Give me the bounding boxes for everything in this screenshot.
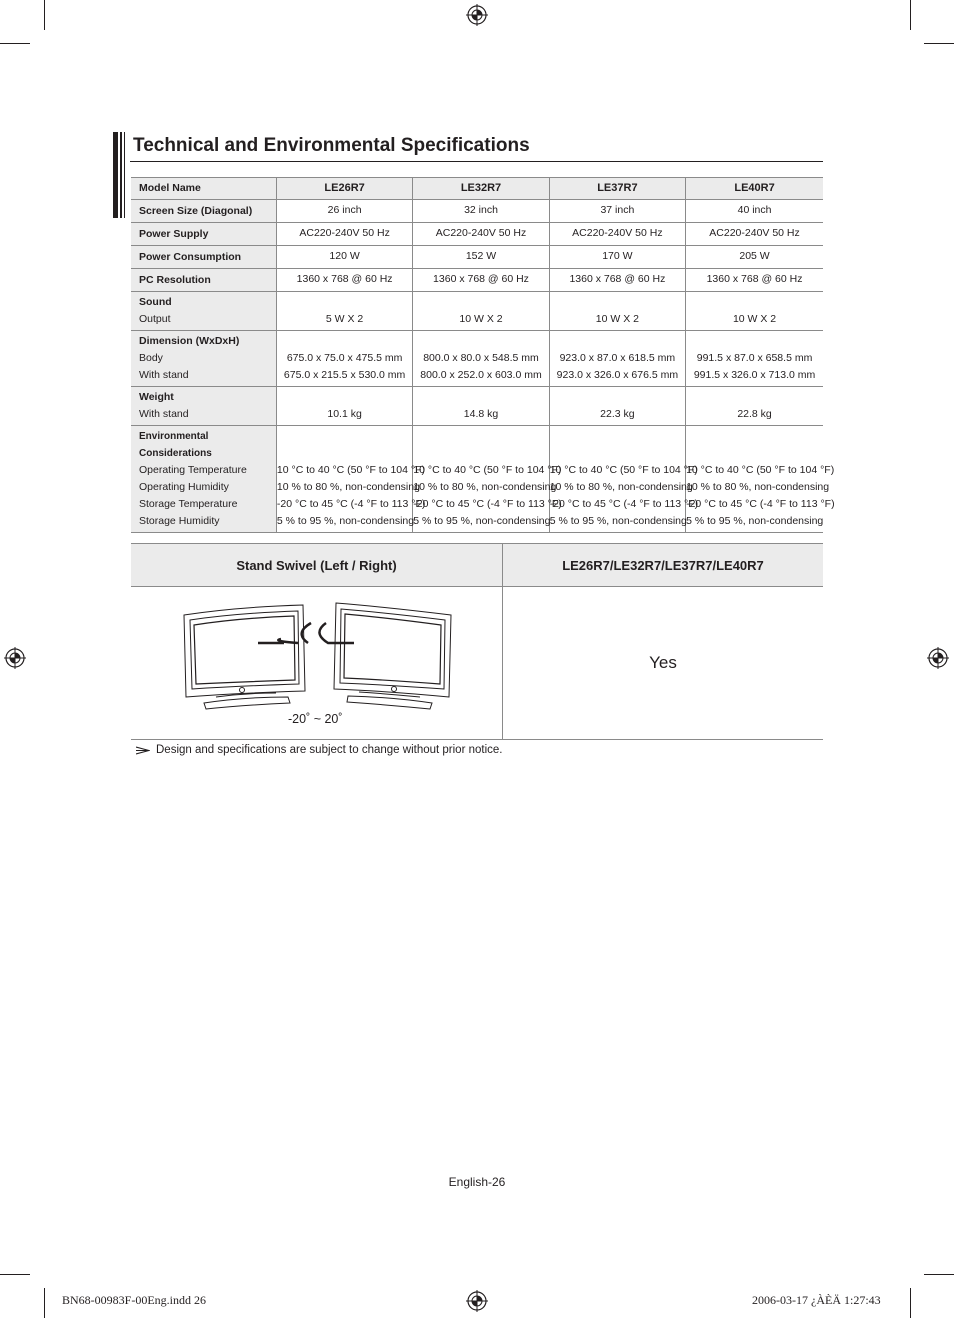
swivel-value: Yes <box>649 653 677 672</box>
slug-file: BN68-00983F-00Eng.indd 26 <box>62 1293 206 1307</box>
slug-timestamp: 2006-03-17 ¿ÀÈÄ 1:27:43 <box>752 1293 881 1307</box>
cell-value: -20 °C to 45 °C (-4 °F to 113 °F) <box>549 498 699 510</box>
value-cell <box>276 387 412 426</box>
value-cell <box>549 387 685 426</box>
value-cell <box>686 426 835 533</box>
crop-mark <box>924 1274 954 1275</box>
swivel-header-right: LE26R7/LE32R7/LE37R7/LE40R7 <box>503 544 823 587</box>
crop-mark <box>44 1288 45 1318</box>
cell-value: 205 W <box>739 249 770 262</box>
cell-value: 37 inch <box>600 203 635 216</box>
row-label: Operating Temperature <box>139 464 247 476</box>
value-cell <box>549 269 685 292</box>
cell-value: 14.8 kg <box>463 408 499 420</box>
crop-mark <box>910 0 911 30</box>
cell-value: 800.0 x 80.0 x 548.5 mm <box>423 352 539 364</box>
swivel-illustration-cell <box>131 587 503 739</box>
row-label: Screen Size (Diagonal) <box>139 204 253 217</box>
table-row <box>131 387 823 426</box>
cell-value: 10 °C to 40 °C (50 °F to 104 °F) <box>276 464 426 476</box>
row-label: Power Consumption <box>139 250 242 263</box>
value-cell <box>276 223 412 246</box>
row-label-cell <box>131 426 276 533</box>
row-label: Output <box>139 313 171 325</box>
cell-value: 923.0 x 87.0 x 618.5 mm <box>559 352 676 364</box>
value-cell <box>549 331 685 387</box>
value-cell <box>686 387 823 426</box>
row-label-cell <box>131 246 276 269</box>
row-label: Sound <box>139 296 172 308</box>
value-cell <box>686 200 823 223</box>
table-row <box>131 269 823 292</box>
cell-value: 1360 x 768 @ 60 Hz <box>296 272 393 285</box>
cell-value: 22.3 kg <box>600 408 635 420</box>
cell-value: 675.0 x 215.5 x 530.0 mm <box>283 369 406 381</box>
header-model: LE26R7 <box>276 178 412 200</box>
spec-header-row <box>131 178 823 200</box>
cell-value: 10 % to 80 %, non-condensing <box>276 481 420 493</box>
value-cell <box>549 292 685 331</box>
value-cell <box>413 292 549 331</box>
value-cell <box>549 246 685 269</box>
cell-value: 10 °C to 40 °C (50 °F to 104 °F) <box>413 464 562 476</box>
value-cell <box>413 426 562 533</box>
spec-table <box>131 177 835 533</box>
crop-mark <box>0 1274 30 1275</box>
cell-value: 5 % to 95 %, non-condensing <box>549 515 687 527</box>
crop-mark <box>0 43 30 44</box>
cell-value: 800.0 x 252.0 x 603.0 mm <box>420 369 542 381</box>
table-row <box>131 200 823 223</box>
cell-value: 923.0 x 326.0 x 676.5 mm <box>556 369 679 381</box>
value-cell <box>413 331 549 387</box>
registration-mark-icon <box>466 1290 488 1312</box>
value-cell <box>276 331 412 387</box>
cell-value: 5 W X 2 <box>325 313 364 325</box>
row-label-cell <box>131 223 276 246</box>
row-label-cell <box>131 269 276 292</box>
value-cell <box>413 387 549 426</box>
cell-value: 152 W <box>465 249 497 262</box>
value-cell <box>276 246 412 269</box>
swivel-angle-label: -20˚ ~ 20˚ <box>288 712 343 726</box>
cell-value: 22.8 kg <box>737 408 772 420</box>
cell-value: 675.0 x 75.0 x 475.5 mm <box>286 352 403 364</box>
page-number: English-26 <box>448 1175 506 1189</box>
cell-value: -20 °C to 45 °C (-4 °F to 113 °F) <box>686 498 835 510</box>
cell-value: 991.5 x 326.0 x 713.0 mm <box>693 369 816 381</box>
value-cell <box>276 269 412 292</box>
registration-mark-icon <box>4 647 26 669</box>
footnote <box>136 744 502 756</box>
row-label: Body <box>139 352 163 364</box>
value-cell <box>413 223 549 246</box>
cell-value: 10 % to 80 %, non-condensing <box>549 481 693 493</box>
value-cell <box>686 246 823 269</box>
cell-value: 40 inch <box>737 203 772 216</box>
row-label-cell <box>131 387 276 426</box>
row-label: Environmental Considerations <box>139 431 212 459</box>
cell-value: 32 inch <box>464 203 498 216</box>
cell-value: 170 W <box>602 249 633 262</box>
table-row <box>131 292 823 331</box>
cell-value: 120 W <box>329 249 360 262</box>
registration-mark-icon <box>466 4 488 26</box>
arrow-note-icon <box>136 746 150 755</box>
cell-value: 10 W X 2 <box>595 313 639 325</box>
row-label: Dimension (WxDxH) <box>139 335 240 347</box>
title-accent-bars <box>113 132 125 218</box>
cell-value: -20 °C to 45 °C (-4 °F to 113 °F) <box>276 498 426 510</box>
cell-value: 10 °C to 40 °C (50 °F to 104 °F) <box>549 464 698 476</box>
cell-value: 10 % to 80 %, non-condensing <box>413 481 557 493</box>
cell-value: AC220-240V 50 Hz <box>572 226 663 239</box>
value-cell <box>686 292 823 331</box>
row-label: Operating Humidity <box>139 481 229 493</box>
value-cell <box>413 269 549 292</box>
header-model: LE32R7 <box>413 178 549 200</box>
title-rule <box>130 161 823 162</box>
row-label: Power Supply <box>139 227 209 240</box>
value-cell <box>413 246 549 269</box>
cell-value: 5 % to 95 %, non-condensing <box>686 515 824 527</box>
cell-value: 1360 x 768 @ 60 Hz <box>433 272 529 285</box>
cell-value: 1360 x 768 @ 60 Hz <box>706 272 803 285</box>
header-model: LE40R7 <box>686 178 823 200</box>
stand-swivel-table <box>131 543 823 740</box>
table-row <box>131 331 823 387</box>
row-label: With stand <box>139 369 189 381</box>
value-cell <box>549 426 699 533</box>
registration-mark-icon <box>927 647 949 669</box>
cell-value: -20 °C to 45 °C (-4 °F to 113 °F) <box>413 498 562 510</box>
cell-value: AC220-240V 50 Hz <box>435 226 527 239</box>
row-label-cell <box>131 292 276 331</box>
value-cell <box>686 331 823 387</box>
cell-value: AC220-240V 50 Hz <box>709 226 800 239</box>
cell-value: 10 °C to 40 °C (50 °F to 104 °F) <box>686 464 835 476</box>
value-cell <box>276 292 412 331</box>
table-row <box>131 223 823 246</box>
row-label: Storage Humidity <box>139 515 220 527</box>
table-row <box>131 426 823 533</box>
crop-mark <box>910 1288 911 1318</box>
row-label: Weight <box>139 391 174 403</box>
cell-value: 991.5 x 87.0 x 658.5 mm <box>696 352 813 364</box>
tv-swivel-illustration-icon <box>176 599 461 711</box>
value-cell <box>549 200 685 223</box>
value-cell <box>413 200 549 223</box>
footnote-text: Design and specifications are subject to change without prior notice. <box>156 744 503 756</box>
value-cell <box>276 426 426 533</box>
crop-mark <box>924 43 954 44</box>
row-label: With stand <box>139 408 189 420</box>
row-label: Storage Temperature <box>139 498 238 510</box>
header-model: LE37R7 <box>549 178 685 200</box>
cell-value: 10 W X 2 <box>732 313 777 325</box>
value-cell <box>686 223 823 246</box>
value-cell <box>549 223 685 246</box>
cell-value: AC220-240V 50 Hz <box>299 226 390 239</box>
row-label-cell <box>131 331 276 387</box>
cell-value: 1360 x 768 @ 60 Hz <box>569 272 666 285</box>
value-cell <box>686 269 823 292</box>
cell-value: 10 W X 2 <box>459 313 503 325</box>
cell-value: 10.1 kg <box>327 408 362 420</box>
header-model-name: Model Name <box>131 178 276 200</box>
page-title: Technical and Environmental Specifications <box>133 135 530 156</box>
row-label: PC Resolution <box>139 273 211 286</box>
crop-mark <box>44 0 45 30</box>
table-row <box>131 246 823 269</box>
swivel-header-left: Stand Swivel (Left / Right) <box>131 544 503 587</box>
cell-value: 26 inch <box>327 203 362 216</box>
row-label-cell <box>131 200 276 223</box>
cell-value: 10 % to 80 %, non-condensing <box>686 481 830 493</box>
cell-value: 5 % to 95 %, non-condensing <box>413 515 551 527</box>
value-cell <box>276 200 412 223</box>
cell-value: 5 % to 95 %, non-condensing <box>276 515 415 527</box>
